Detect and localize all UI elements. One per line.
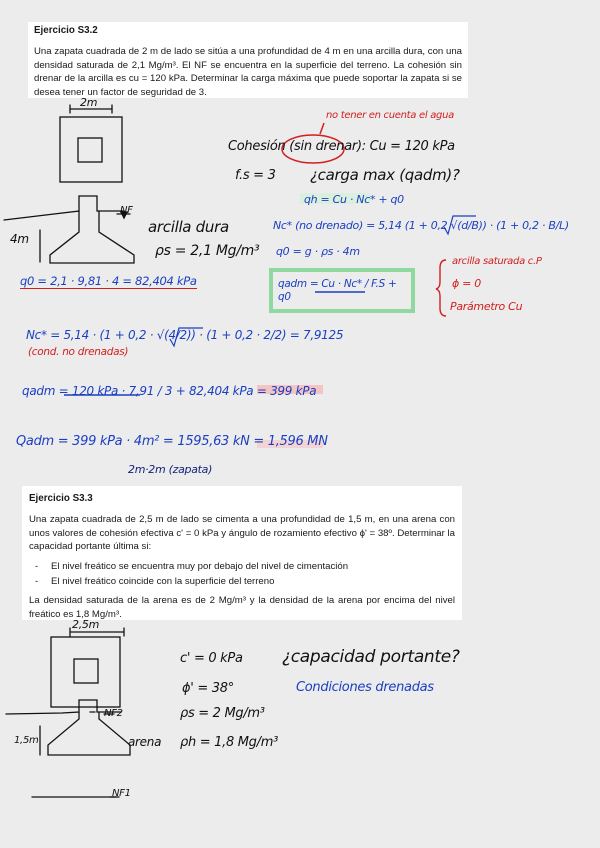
- cohesion-note: Cohesión (sin drenar): Cu = 120 kPa: [228, 139, 455, 154]
- total-load-calculation: Qadm = 399 kPa · 4m² = 1595,63 kN = 1,596 MN: [16, 434, 328, 449]
- question: ¿carga max (qadm)?: [310, 166, 460, 184]
- water-table-label-2: NF2: [104, 708, 123, 719]
- column-square: [78, 138, 102, 162]
- safety-factor: f.s = 3: [235, 168, 276, 183]
- exercise-statement: Una zapata cuadrada de 2,5 m de lado se cimenta a una profundidad de 1,5 m, en una arena con unos valores de cohesión efectiva c' = 0 kPa y ángulo de rozamiento efectivo ϕ' = 38º. Determinar la capacidad portante última si:: [29, 514, 455, 553]
- exercise-title: Ejercicio S3.3: [29, 493, 93, 504]
- friction-angle: ϕ' = 38°: [182, 681, 234, 696]
- soil-label-2: arena: [128, 735, 162, 749]
- density-note: ρs = 2,1 Mg/m³: [155, 243, 260, 259]
- side-note-line-1: arcilla saturada c.P: [452, 256, 542, 267]
- qadm-formula: qadm = Cu · Nc* / F.S + q0: [278, 278, 397, 303]
- nc-formula: Nc* (no drenado) = 5,14 (1 + 0,2 √(d/B)) · (1 + 0,2 · B/L): [273, 219, 569, 232]
- dry-density: ρh = 1,8 Mg/m³: [180, 735, 278, 750]
- ground-line: [4, 196, 124, 220]
- column-square-2: [74, 659, 98, 683]
- area-note: 2m·2m (zapata): [128, 463, 213, 476]
- nc-calculation: Nc* = 5,14 · (1 + 0,2 · √(4/2)) · (1 + 0,2 · 2/2) = 7,9125: [26, 328, 344, 342]
- side-note-line-3: Parámetro Cu: [450, 300, 523, 313]
- footing-section: [50, 211, 134, 263]
- width-label-2: 2,5m: [72, 618, 100, 631]
- depth-label-2: 1,5m: [14, 735, 39, 746]
- water-table-label-1: NF1: [112, 788, 131, 799]
- water-table-label: NF: [120, 205, 133, 216]
- cohesion-value: c' = 0 kPa: [180, 651, 243, 666]
- list-item: - El nivel freático coincide con la superficie del terreno: [51, 575, 455, 588]
- side-note-line-2: ϕ = 0: [452, 277, 481, 290]
- plan-square: [60, 117, 122, 182]
- qadm-calculation: qadm = 120 kPa · 7,91 / 3 + 82,404 kPa = 399 kPa: [22, 384, 317, 398]
- soil-label: arcilla dura: [148, 218, 229, 236]
- question-2: ¿capacidad portante?: [282, 647, 460, 667]
- exercise-statement: Una zapata cuadrada de 2 m de lado se sitúa a una profundidad de 4 m en una arcilla dura, con una densidad saturada de 2,1 Mg/m³. El NF se encuentra en la superficie del terreno. La cohesión sin drenar de la arcilla es cu = 120 kPa. Determinar la carga máxima que puede soportar la zapata si se desea tener un factor de seguridad de 3.: [34, 46, 462, 98]
- saturated-density: ρs = 2 Mg/m³: [180, 706, 265, 721]
- red-note: no tener en cuenta el agua: [326, 110, 454, 121]
- exercise-statement-density: La densidad saturada de la arena es de 2 Mg/m³ y la densidad de la arena por encima del nivel freático es 1,8 Mg/m³.: [29, 595, 455, 620]
- qh-formula: qh = Cu · Nc* + q0: [304, 193, 404, 206]
- exercise-title: Ejercicio S3.2: [34, 25, 98, 36]
- q0-calculation: q0 = 2,1 · 9,81 · 4 = 82,404 kPa: [20, 274, 197, 288]
- depth-label: 4m: [10, 232, 29, 246]
- plan-square-2: [51, 637, 120, 707]
- q0-formula: q0 = g · ρs · 4m: [276, 245, 360, 258]
- drained-conditions: Condiciones drenadas: [296, 680, 434, 695]
- width-label: 2m: [80, 96, 98, 109]
- list-item: - El nivel freático se encuentra muy por debajo del nivel de cimentación: [51, 560, 455, 573]
- nc-condition-note: (cond. no drenadas): [28, 346, 129, 358]
